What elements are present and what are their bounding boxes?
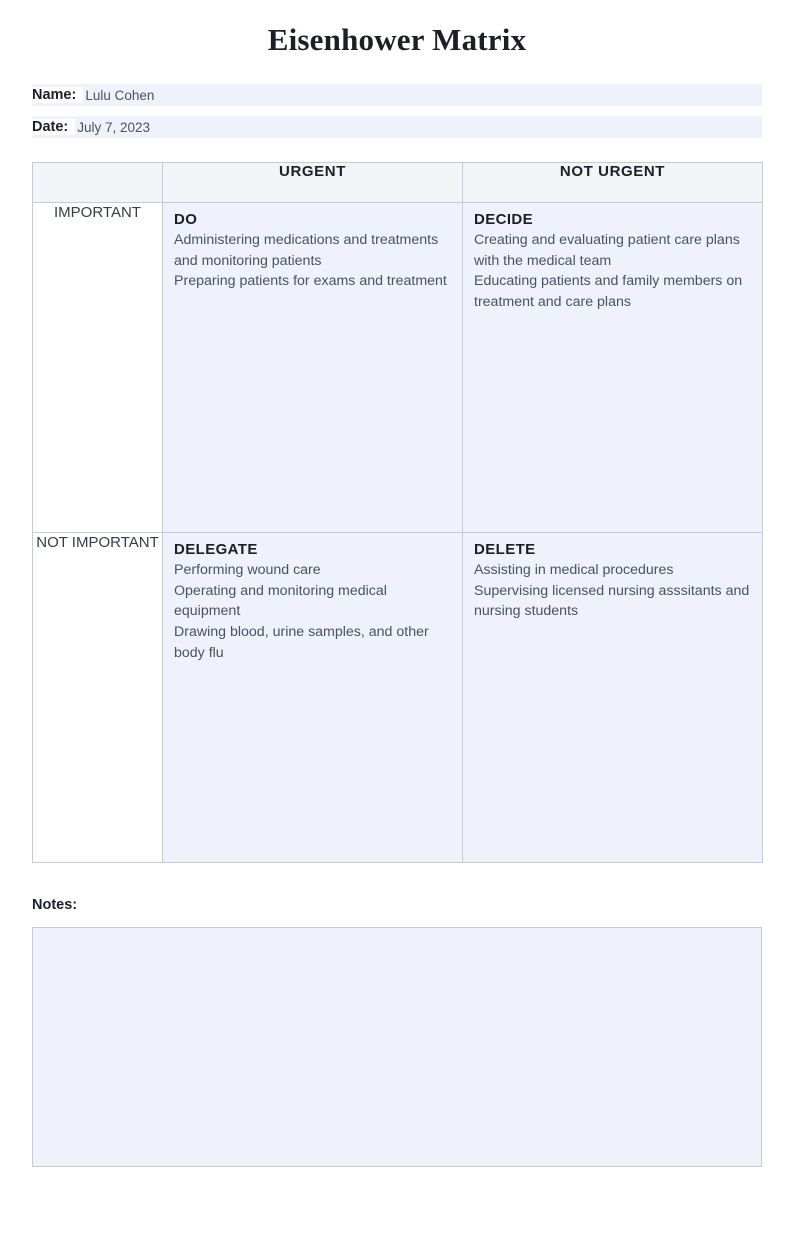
notes-input[interactable]	[32, 927, 762, 1167]
page-title: Eisenhower Matrix	[267, 22, 527, 57]
notes-label: Notes:	[32, 897, 78, 913]
quadrant-delete[interactable]	[463, 533, 763, 863]
quadrant-delegate[interactable]	[163, 533, 463, 863]
quadrant-decide-item[interactable]: Educating patients and family members on treatment and care plans	[474, 273, 743, 311]
quadrant-do-title: DO	[174, 211, 198, 228]
row-header-not-important: NOT IMPORTANT	[33, 533, 163, 863]
quadrant-decide-item[interactable]: Creating and evaluating patient care plans with the medical team	[474, 232, 740, 269]
quadrant-delete-item[interactable]: Assisting in medical procedures	[474, 562, 674, 578]
matrix-corner-cell	[33, 163, 163, 203]
document-page	[0, 22, 794, 1234]
quadrant-do[interactable]	[163, 203, 463, 533]
row-header-important: IMPORTANT	[33, 203, 163, 533]
date-field-row[interactable]	[32, 116, 762, 138]
matrix-row-important	[33, 203, 763, 533]
quadrant-do-item[interactable]: Preparing patients for exams and treatment	[174, 273, 447, 290]
date-value[interactable]: July 7, 2023	[77, 119, 151, 135]
quadrant-decide[interactable]	[463, 203, 763, 533]
name-field-row[interactable]	[32, 84, 762, 106]
matrix-header-row	[33, 163, 763, 203]
quadrant-delegate-item[interactable]: Operating and monitoring medical equipment	[174, 582, 387, 620]
quadrant-do-item[interactable]: Administering medications and treatments and monitoring patients	[174, 232, 439, 269]
quadrant-delegate-item[interactable]: Performing wound care	[174, 562, 321, 578]
column-header-not-urgent: NOT URGENT	[463, 163, 763, 203]
name-label: Name:	[32, 87, 83, 103]
quadrant-decide-title: DECIDE	[474, 211, 534, 228]
quadrant-delegate-title: DELEGATE	[174, 541, 258, 558]
date-label: Date:	[32, 119, 75, 135]
quadrant-delegate-item[interactable]: Drawing blood, urine samples, and other body flu	[174, 624, 429, 661]
column-header-urgent: URGENT	[163, 163, 463, 203]
matrix-row-not-important	[33, 533, 763, 863]
quadrant-delete-title: DELETE	[474, 541, 536, 558]
eisenhower-matrix-table	[32, 162, 763, 863]
name-value[interactable]: Lulu Cohen	[85, 87, 155, 103]
quadrant-delete-item[interactable]: Supervising licensed nursing asssitants and nursing students	[474, 582, 750, 620]
